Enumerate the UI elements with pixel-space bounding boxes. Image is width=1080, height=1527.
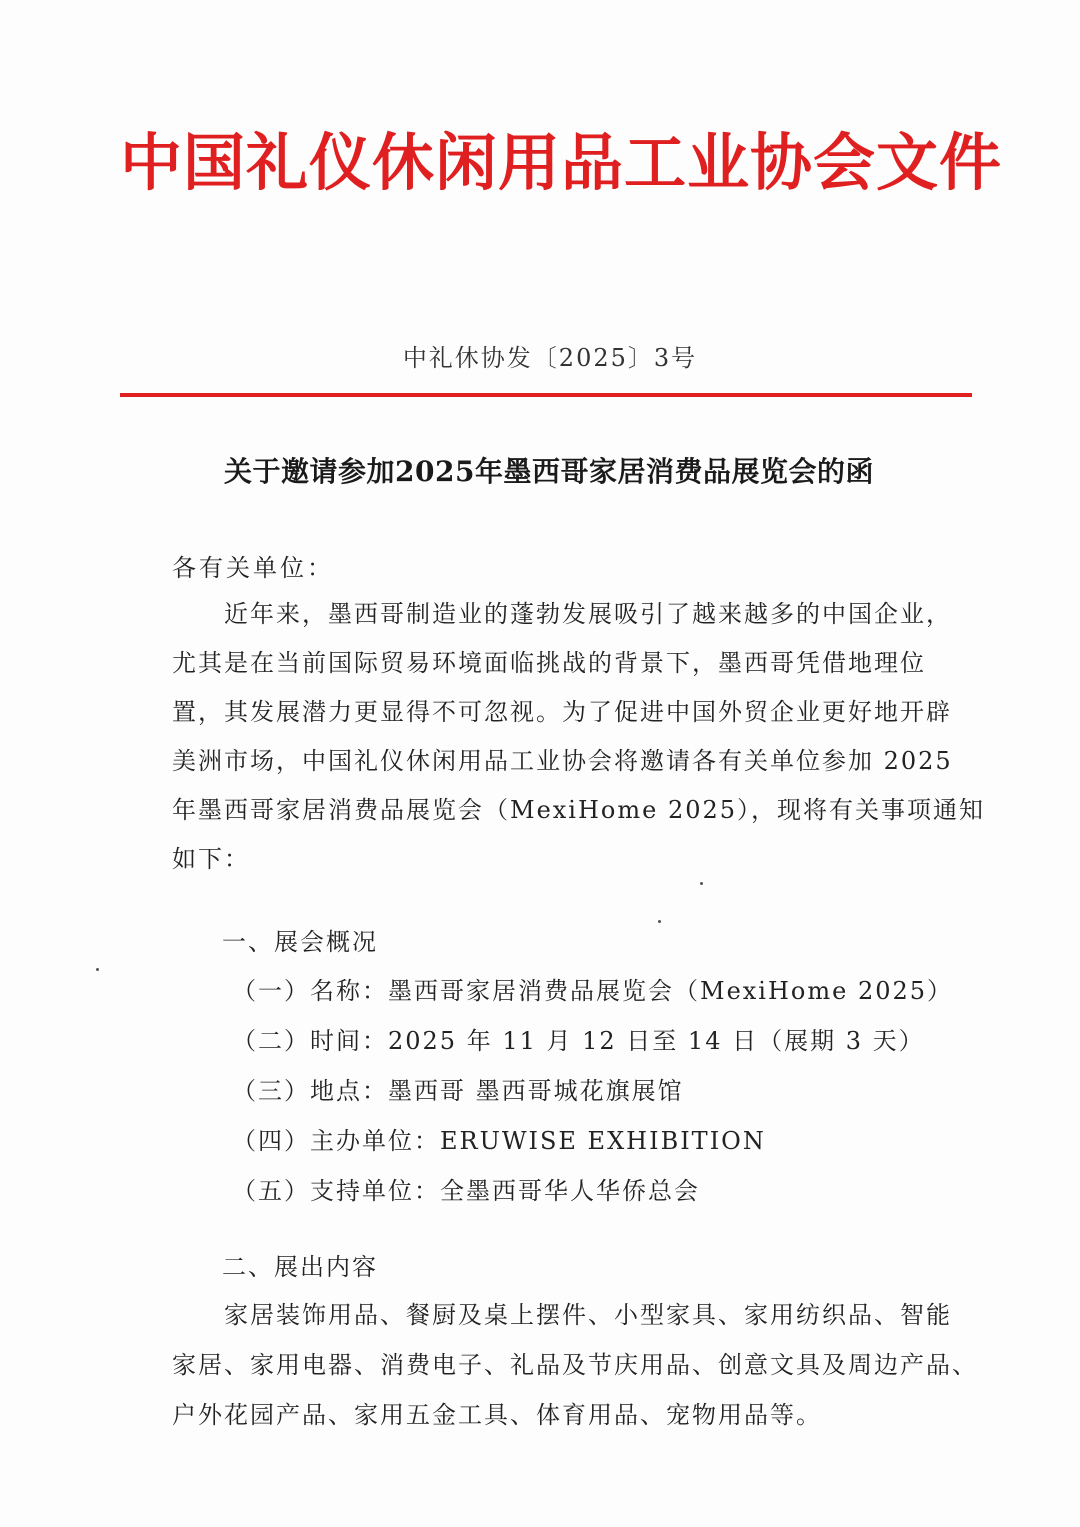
- paragraph-line: 年墨西哥家居消费品展览会（MexiHome 2025），现将有关事项通知: [172, 796, 986, 824]
- paragraph-line: 置，其发展潜力更显得不可忽视。为了促进中国外贸企业更好地开辟: [172, 698, 952, 726]
- paragraph-line: 尤其是在当前国际贸易环境面临挑战的背景下，墨西哥凭借地理位: [172, 649, 926, 677]
- document-title: 关于邀请参加2025年墨西哥家居消费品展览会的函: [224, 455, 874, 488]
- scan-speck: [96, 968, 99, 971]
- paragraph-line: 如下：: [172, 845, 250, 873]
- intro-paragraph: [172, 590, 986, 884]
- detail-supporter: （五）支持单位：全墨西哥华人华侨总会: [232, 1177, 700, 1205]
- paragraph-line: 户外花园产品、家用五金工具、体育用品、宠物用品等。: [172, 1401, 822, 1429]
- paragraph-line: 家居、家用电器、消费电子、礼品及节庆用品、创意文具及周边产品、: [172, 1351, 978, 1379]
- section-heading-overview: 一、展会概况: [222, 928, 378, 956]
- paragraph-line: 家居装饰用品、餐厨及桌上摆件、小型家具、家用纺织品、智能: [224, 1301, 952, 1329]
- red-divider: [120, 393, 972, 397]
- detail-organizer: （四）主办单位：ERUWISE EXHIBITION: [232, 1127, 766, 1155]
- exhibit-content-paragraph: [172, 1290, 978, 1440]
- paragraph-line: 近年来，墨西哥制造业的蓬勃发展吸引了越来越多的中国企业，: [224, 600, 952, 628]
- scan-speck: [700, 882, 703, 885]
- exhibition-details-list: [232, 966, 953, 1216]
- paragraph-line: 美洲市场，中国礼仪休闲用品工业协会将邀请各有关单位参加 2025: [172, 747, 953, 775]
- section-heading-exhibits: 二、展出内容: [222, 1253, 378, 1281]
- detail-name: （一）名称：墨西哥家居消费品展览会（MexiHome 2025）: [232, 977, 954, 1005]
- scan-speck: [658, 920, 661, 923]
- doc-number: 中礼休协发〔2025〕3号: [402, 344, 698, 372]
- detail-time: （二）时间：2025 年 11 月 12 日至 14 日（展期 3 天）: [232, 1027, 925, 1055]
- salutation: 各有关单位：: [172, 554, 334, 582]
- detail-location: （三）地点：墨西哥 墨西哥城花旗展馆: [232, 1077, 684, 1105]
- org-header: 中国礼仪休闲用品工业协会文件: [120, 126, 1003, 199]
